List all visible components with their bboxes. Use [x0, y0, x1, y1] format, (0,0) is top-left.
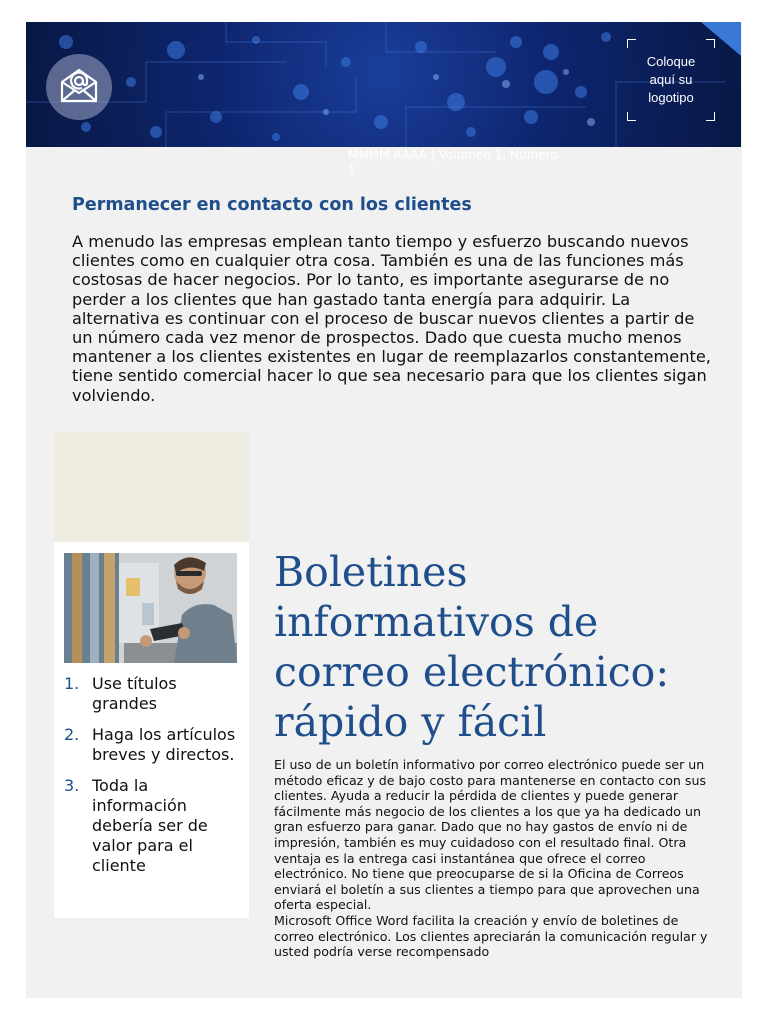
logo-placeholder-text: Coloque aquí su logotipo — [646, 54, 696, 105]
list-text: Use títulos grandes — [92, 674, 177, 713]
list-item — [64, 674, 244, 714]
article-paragraph: El uso de un boletín informativo por correo electrónico puede ser un método eficaz y de bajo costo para mantenerse en contacto con sus clientes. Ayuda a reducir la pérdida de clientes y puede generar fácilmente más negocio de los clientes a los que ya ha dedicado un gran esfuerzo para ganar. Dado que no hay gastos de envío ni de impresión, también es muy cuidadoso con el resultado final. Otra ventaja es la entrega casi instantánea que ofrece el correo electrónico. No tiene que preocuparse de si la Oficina de Correos enviará el boletín a sus clientes a tiempo para que aprovechen una oferta especial. — [274, 757, 707, 913]
list-number: 1. — [64, 674, 80, 693]
issue-line: MMMM AAAA | Volumen 1, Número 1 — [348, 148, 558, 177]
sidebar-accent-block — [54, 432, 249, 542]
article-paragraph: Microsoft Office Word facilita la creación y envío de boletines de correo electrónico. Los clientes apreciarán la comunicación regular y usted podría verse recompensado — [274, 912, 708, 960]
list-text: Haga los artículos breves y directos. — [92, 725, 236, 764]
logo-placeholder[interactable] — [627, 39, 715, 121]
header-banner — [26, 22, 741, 147]
tips-list — [64, 674, 244, 887]
mail-badge — [46, 54, 112, 120]
tips-sidebar — [54, 542, 249, 918]
section-heading: Permanecer en contacto con los clientes — [72, 195, 472, 215]
mail-at-icon — [59, 66, 99, 108]
list-number: 2. — [64, 725, 80, 744]
list-number: 3. — [64, 776, 80, 795]
newsletter-page — [26, 22, 742, 998]
list-item — [64, 725, 244, 765]
section-body: A menudo las empresas emplean tanto tiempo y esfuerzo buscando nuevos clientes como en cualquier otra cosa. También es una de las funciones más costosas de hacer negocios. Por lo tanto, es importante asegurarse de no perder a los clientes que han gastado tanta energía para adquirir. La alternativa es continuar con el proceso de buscar nuevos clientes a partir de un número cada vez menor de prospectos. Dado que cuesta mucho menos mantener a los clientes existentes en lugar de reemplazarlos constantemente, tiene sentido comercial hacer lo que sea necesario para que los clientes sigan volviendo. — [72, 232, 711, 405]
warehouse-worker-photo — [64, 553, 237, 663]
article-body — [274, 757, 722, 979]
list-item — [64, 776, 244, 876]
article-title: Boletines informativos de correo electrónico: rápido y fácil — [274, 548, 670, 746]
list-text: Toda la información debería ser de valor para el cliente — [92, 776, 208, 875]
